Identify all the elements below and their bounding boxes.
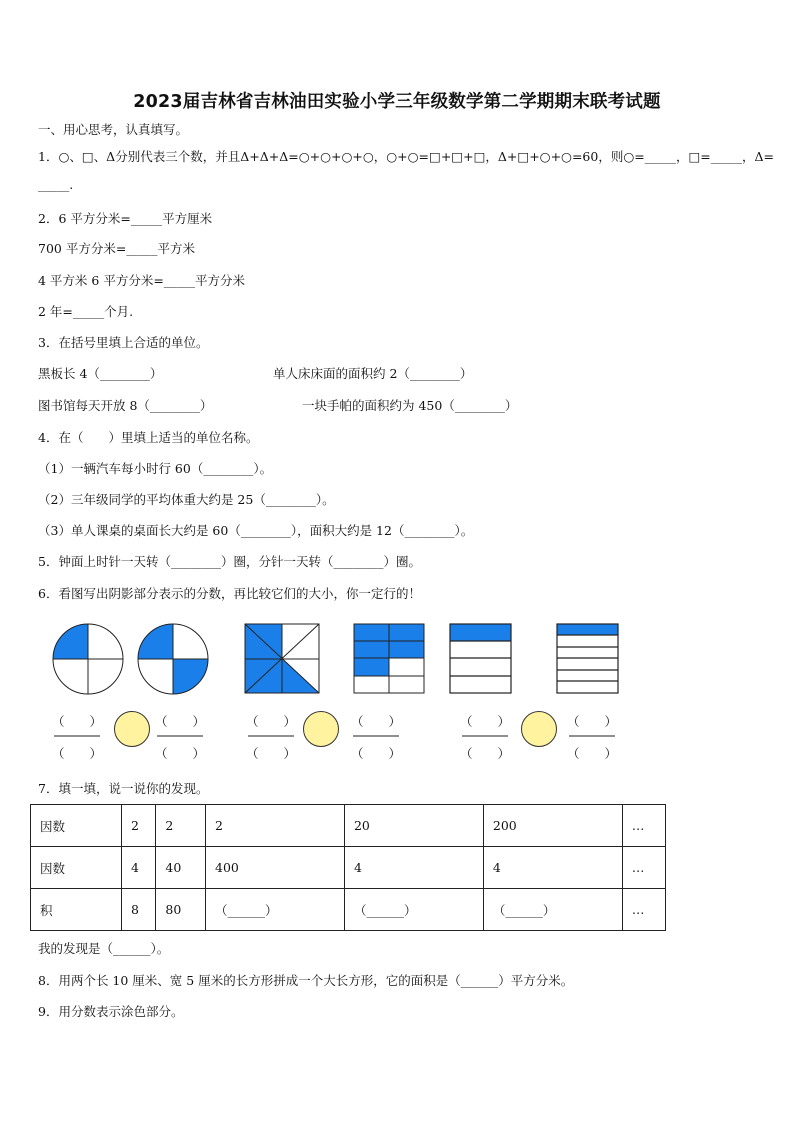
circle-two-quarters — [138, 624, 208, 694]
question-2-line-2: 700 平方分米=_____平方米 — [38, 241, 196, 256]
table-cell: 积 — [31, 889, 122, 931]
table-cell: 20 — [344, 805, 483, 847]
question-4-item-2: （2）三年级同学的平均体重大约是 25（________）。 — [38, 492, 335, 507]
question-4-item-1: （1）一辆汽车每小时行 60（________）。 — [38, 461, 273, 476]
fraction-denominator-blank[interactable]: （ ） — [351, 746, 402, 761]
fraction-numerator-blank[interactable]: （ ） — [155, 714, 206, 729]
question-7-finding: 我的发现是（______）。 — [38, 941, 170, 956]
compare-circle[interactable] — [115, 712, 150, 747]
table-cell: … — [622, 847, 665, 889]
question-7-heading: 7．填一填，说一说你的发现。 — [38, 781, 209, 796]
fraction-denominator-blank[interactable]: （ ） — [155, 746, 206, 761]
fraction-numerator-blank[interactable]: （ ） — [460, 714, 511, 729]
table-cell: 400 — [206, 847, 345, 889]
table-cell: 因数 — [31, 805, 122, 847]
section-heading: 一、用心思考，认真填写。 — [38, 122, 189, 137]
table-row — [31, 889, 666, 931]
table-row — [31, 847, 666, 889]
question-1-line-1: 1．○、□、Δ分别代表三个数，并且Δ+Δ+Δ=○+○+○+○，○+○=□+□+□，Δ+□+○+○=60，则○=_____，□=_____，Δ= — [38, 149, 775, 164]
question-4-item-3: （3）单人课桌的桌面长大约是 60（________），面积大约是 12（________）。 — [38, 523, 474, 538]
table-row — [31, 805, 666, 847]
fraction-denominator-blank[interactable]: （ ） — [460, 746, 511, 761]
table-cell: 4 — [122, 847, 156, 889]
question-4-heading: 4．在（ ）里填上适当的单位名称。 — [38, 430, 259, 445]
compare-circle[interactable] — [522, 712, 557, 747]
table-cell: 因数 — [31, 847, 122, 889]
question-3-item-a: 黑板长 4（________） — [38, 366, 163, 381]
question-8: 8．用两个长 10 厘米、宽 5 厘米的长方形拼成一个大长方形，它的面积是（______）平方分米。 — [38, 973, 574, 988]
table-cell: 40 — [156, 847, 206, 889]
table-cell: 8 — [122, 889, 156, 931]
table-cell: … — [622, 805, 665, 847]
fraction-denominator-blank[interactable]: （ ） — [52, 746, 103, 761]
question-2-line-1: 2．6 平方分米=_____平方厘米 — [38, 211, 213, 226]
factor-product-table — [30, 804, 666, 931]
table-cell-blank[interactable]: （______） — [483, 889, 622, 931]
question-3-item-d: 一块手帕的面积约为 450（________） — [302, 398, 518, 413]
table-cell: 80 — [156, 889, 206, 931]
fraction-numerator-blank[interactable]: （ ） — [351, 714, 402, 729]
question-3-item-b: 单人床床面的面积约 2（________） — [273, 366, 473, 381]
question-3-item-c: 图书馆每天开放 8（________） — [38, 398, 213, 413]
table-cell: … — [622, 889, 665, 931]
page-title: 2023届吉林省吉林油田实验小学三年级数学第二学期期末联考试题 — [133, 92, 661, 112]
table-cell-blank[interactable]: （______） — [206, 889, 345, 931]
fraction-denominator-blank[interactable]: （ ） — [246, 746, 297, 761]
rect-six-stripes — [557, 624, 618, 693]
rect-four-stripes — [450, 624, 511, 693]
table-cell: 2 — [156, 805, 206, 847]
table-cell: 4 — [483, 847, 622, 889]
fraction-numerator-blank[interactable]: （ ） — [246, 714, 297, 729]
square-eight-cells — [354, 624, 424, 693]
question-9: 9．用分数表示涂色部分。 — [38, 1004, 184, 1019]
question-3-heading: 3．在括号里填上合适的单位。 — [38, 335, 209, 350]
fraction-denominator-blank[interactable]: （ ） — [567, 746, 618, 761]
table-cell: 2 — [122, 805, 156, 847]
question-6-heading: 6．看图写出阴影部分表示的分数，再比较它们的大小，你一定行的！ — [38, 586, 421, 601]
question-5: 5．钟面上时针一天转（________）圈，分针一天转（________）圈。 — [38, 554, 421, 569]
fraction-numerator-blank[interactable]: （ ） — [52, 714, 103, 729]
question-2-line-3: 4 平方米 6 平方分米=_____平方分米 — [38, 273, 246, 288]
table-cell-blank[interactable]: （______） — [344, 889, 483, 931]
question-2-line-4: 2 年=_____个月. — [38, 304, 134, 319]
question-1-line-2: _____. — [38, 177, 74, 192]
table-cell: 2 — [206, 805, 345, 847]
table-cell: 4 — [344, 847, 483, 889]
square-eight-triangles — [245, 624, 319, 693]
compare-circle[interactable] — [304, 712, 339, 747]
table-cell: 200 — [483, 805, 622, 847]
fraction-numerator-blank[interactable]: （ ） — [567, 714, 618, 729]
circle-one-quarter — [53, 624, 123, 694]
